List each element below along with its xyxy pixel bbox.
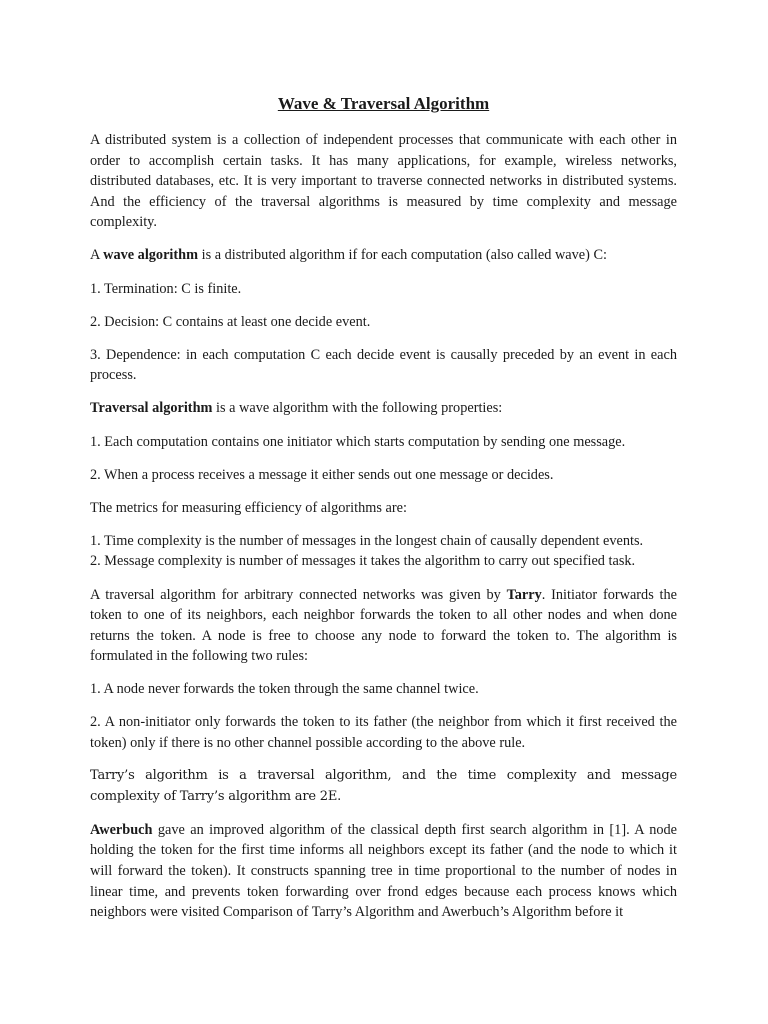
document-title: Wave & Traversal Algorithm [277,94,490,113]
tarry-complexity-paragraph: Tarry’s algorithm is a traversal algorithm, and the time complexity and message complexity of Tarry’s algorithm are 2E. [90,768,677,804]
tarry-paragraph [90,585,677,667]
intro-paragraph: A distributed system is a collection of independent processes that communicate with each other in order to accomplish certain tasks. It has many applications, for example, wireless networks, distributed databases, etc. It is very important to traverse connected networks in distributed systems. And the efficiency of the traversal algorithms is measured by time complexity and message complexity. [90,132,677,231]
traversal-property: 2. When a process receives a message it either sends out one message or decides. [90,466,554,483]
traversal-property: 1. Each computation contains one initiator which starts computation by sending one message. [90,433,626,450]
traversal-definition [90,398,677,419]
tarry-prefix: A traversal algorithm for arbitrary connected networks was given by [90,586,507,603]
metrics-intro: The metrics for measuring efficiency of algorithms are: [90,499,407,516]
wave-property: 2. Decision: C contains at least one decide event. [90,313,371,330]
wave-def-suffix: is a distributed algorithm if for each computation (also called wave) C: [198,247,607,264]
rule-item: 2. A non-initiator only forwards the token to its father (the neighbor from which it first received the token) only if there is no other channel possible according to the above rule. [90,714,677,752]
awerbuch-paragraph [90,820,677,923]
tarry-name: Tarry [506,586,542,603]
wave-property: 3. Dependence: in each computation C each decide event is causally preceded by an event in each process. [90,346,677,384]
wave-property: 1. Termination: C is finite. [90,280,242,297]
traversal-algorithm-term: Traversal algorithm [90,400,213,417]
rule-item: 1. A node never forwards the token through the same channel twice. [90,681,479,698]
awerbuch-name: Awerbuch [90,821,153,838]
wave-algorithm-term: wave algorithm [103,247,199,264]
wave-def-prefix: A [90,247,104,264]
tarry-suffix: . Initiator forwards the token to one of its neighbors, each neighbor forwards the token to all other nodes and when done returns the token. A node is free to choose any node to forward the token to. The algorithm is formulated in the following two rules: [90,586,677,665]
awerbuch-text: gave an improved algorithm of the classical depth first search algorithm in [1]. A node holding the token for the first time informs all neighbors except its father (and the node to which it will forward the token). It constructs spanning tree in time proportional to the number of nodes in linear time, and prevents token forwarding over frond edges because each process knows which neighbors were visited Comparison of Tarry’s Algorithm and Awerbuch’s Algorithm before it [90,821,677,921]
metric-item: 2. Message complexity is number of messages it takes the algorithm to carry out specified task. [90,553,636,570]
wave-definition [90,245,677,266]
traversal-def-suffix: is a wave algorithm with the following properties: [212,400,503,417]
document-page [90,93,677,923]
metric-item: 1. Time complexity is the number of messages in the longest chain of causally dependent events. [90,532,644,549]
